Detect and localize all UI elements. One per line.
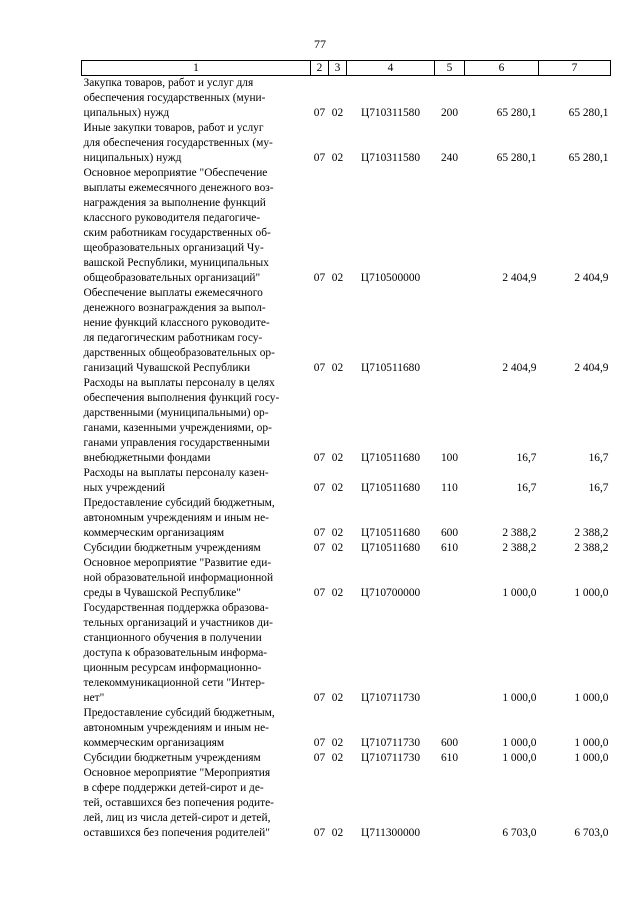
section-code: 07 bbox=[313, 452, 326, 464]
section-code: 07 bbox=[313, 107, 326, 119]
amount-year-1: 2 404,9 bbox=[502, 362, 537, 374]
section-code: 07 bbox=[313, 752, 326, 764]
amount-year-1: 1 000,0 bbox=[502, 692, 537, 704]
row-description: Государственная поддержка образова- тельных организаций и участников ди- станционного обучения в получении доступа к образовательным информа- ционным ресурсам информационно- телекоммуникационной сети "Интер- нет" bbox=[83, 602, 273, 704]
subsection-code: 02 bbox=[331, 587, 344, 599]
target-article-code: Ц710711730 bbox=[360, 752, 421, 764]
table-row bbox=[82, 601, 611, 706]
subsection-code: 02 bbox=[331, 362, 344, 374]
amount-year-2: 65 280,1 bbox=[568, 107, 609, 119]
expense-type-code bbox=[435, 166, 465, 286]
expense-type-code bbox=[435, 556, 465, 601]
expense-type-code bbox=[435, 601, 465, 706]
row-description: Основное мероприятие "Мероприятия в сфере поддержки детей-сирот и де- тей, оставшихся без попечения родите- лей, лиц из числа детей-сирот и детей, оставшихся без попечения родителей" bbox=[83, 767, 274, 839]
header-cell: 6 bbox=[465, 61, 539, 76]
subsection-code: 02 bbox=[331, 452, 344, 464]
section-code: 07 bbox=[313, 737, 326, 749]
row-description: Расходы на выплаты персоналу казен- ных учреждений bbox=[83, 467, 269, 494]
subsection-code: 02 bbox=[331, 272, 344, 284]
amount-year-1: 1 000,0 bbox=[502, 587, 537, 599]
amount-year-1: 65 280,1 bbox=[496, 152, 537, 164]
target-article-code: Ц710500000 bbox=[360, 272, 421, 284]
amount-year-1: 2 388,2 bbox=[502, 542, 537, 554]
amount-year-2: 65 280,1 bbox=[568, 152, 609, 164]
section-code: 07 bbox=[313, 152, 326, 164]
target-article-code: Ц710511680 bbox=[360, 362, 421, 374]
amount-year-1: 2 388,2 bbox=[502, 527, 537, 539]
header-cell: 3 bbox=[329, 61, 347, 76]
row-description: Основное мероприятие "Обеспечение выплаты ежемесячного денежного воз- награждения за выполнение функций классного руководителя педагогиче- ским работникам государственных об- щеобразовательных организаций Чу- вашской Республики, муниципальных общеобразовательных организаций" bbox=[83, 167, 274, 284]
section-code: 07 bbox=[313, 827, 326, 839]
amount-year-2: 1 000,0 bbox=[574, 752, 609, 764]
expense-type-code: 240 bbox=[440, 152, 459, 164]
target-article-code: Ц710700000 bbox=[360, 587, 421, 599]
table-row bbox=[82, 466, 611, 496]
target-article-code: Ц710511680 bbox=[360, 452, 421, 464]
amount-year-1: 1 000,0 bbox=[502, 752, 537, 764]
table-row bbox=[82, 286, 611, 376]
header-cell: 1 bbox=[82, 61, 311, 76]
row-description: Предоставление субсидий бюджетным, автономным учреждениям и иным не- коммерческим организациям bbox=[83, 497, 275, 539]
section-code: 07 bbox=[313, 362, 326, 374]
section-code: 07 bbox=[313, 587, 326, 599]
section-code: 07 bbox=[313, 692, 326, 704]
expense-type-code: 200 bbox=[440, 107, 459, 119]
subsection-code: 02 bbox=[331, 107, 344, 119]
target-article-code: Ц710511680 bbox=[360, 527, 421, 539]
amount-year-2: 2 404,9 bbox=[574, 272, 609, 284]
subsection-code: 02 bbox=[331, 737, 344, 749]
target-article-code: Ц710511680 bbox=[360, 482, 421, 494]
section-code: 07 bbox=[313, 542, 326, 554]
header-cell: 7 bbox=[539, 61, 611, 76]
expense-type-code bbox=[435, 766, 465, 841]
budget-table bbox=[81, 60, 611, 841]
section-code: 07 bbox=[313, 527, 326, 539]
subsection-code: 02 bbox=[331, 482, 344, 494]
target-article-code: Ц710711730 bbox=[360, 737, 421, 749]
expense-type-code bbox=[435, 286, 465, 376]
row-description: Обеспечение выплаты ежемесячного денежного вознаграждения за выпол- нение функций классного руководите- ля педагогическим работникам госу- дарственных общеобразовательных ор- ганизаций Чувашской Республики bbox=[83, 287, 275, 374]
row-description: Закупка товаров, работ и услуг для обеспечения государственных (муни- ципальных) нужд bbox=[83, 77, 266, 119]
section-code: 07 bbox=[313, 482, 326, 494]
expense-type-code: 600 bbox=[440, 737, 459, 749]
subsection-code: 02 bbox=[331, 527, 344, 539]
target-article-code: Ц710311580 bbox=[360, 152, 421, 164]
subsection-code: 02 bbox=[331, 827, 344, 839]
table-row bbox=[82, 706, 611, 751]
row-description: Субсидии бюджетным учреждениям bbox=[83, 542, 261, 554]
expense-type-code: 610 bbox=[440, 752, 459, 764]
header-cell: 5 bbox=[435, 61, 465, 76]
amount-year-2: 1 000,0 bbox=[574, 587, 609, 599]
header-row bbox=[82, 61, 611, 76]
row-description: Расходы на выплаты персоналу в целях обеспечения выполнения функций госу- дарственными (муниципальными) ор- ганами, казенными учреждениями, ор- ганами управления государственными внебюджетными фондами bbox=[83, 377, 280, 464]
expense-type-code: 100 bbox=[440, 452, 459, 464]
header-cell: 2 bbox=[311, 61, 329, 76]
amount-year-1: 16,7 bbox=[516, 452, 537, 464]
section-code: 07 bbox=[313, 272, 326, 284]
table-row bbox=[82, 751, 611, 766]
amount-year-2: 2 404,9 bbox=[574, 362, 609, 374]
amount-year-2: 6 703,0 bbox=[574, 827, 609, 839]
header-cell: 4 bbox=[347, 61, 435, 76]
amount-year-2: 1 000,0 bbox=[574, 692, 609, 704]
table-row bbox=[82, 166, 611, 286]
subsection-code: 02 bbox=[331, 152, 344, 164]
amount-year-2: 2 388,2 bbox=[574, 542, 609, 554]
table-row bbox=[82, 766, 611, 841]
row-description: Иные закупки товаров, работ и услуг для обеспечения государственных (му- ниципальных) нужд bbox=[83, 122, 273, 164]
target-article-code: Ц710511680 bbox=[360, 542, 421, 554]
subsection-code: 02 bbox=[331, 542, 344, 554]
target-article-code: Ц710311580 bbox=[360, 107, 421, 119]
expense-type-code: 110 bbox=[441, 482, 458, 494]
amount-year-2: 16,7 bbox=[588, 482, 609, 494]
target-article-code: Ц710711730 bbox=[360, 692, 421, 704]
table-row bbox=[82, 496, 611, 541]
amount-year-1: 6 703,0 bbox=[502, 827, 537, 839]
table-row bbox=[82, 376, 611, 466]
row-description: Основное мероприятие "Развитие еди- ной образовательной информационной среды в Чувашской Республике" bbox=[83, 557, 274, 599]
amount-year-1: 16,7 bbox=[516, 482, 537, 494]
amount-year-2: 16,7 bbox=[588, 452, 609, 464]
table-row bbox=[82, 121, 611, 166]
expense-type-code: 600 bbox=[440, 527, 459, 539]
table-row bbox=[82, 76, 611, 122]
table-row bbox=[82, 556, 611, 601]
target-article-code: Ц711300000 bbox=[360, 827, 421, 839]
amount-year-1: 1 000,0 bbox=[502, 737, 537, 749]
amount-year-1: 65 280,1 bbox=[496, 107, 537, 119]
amount-year-2: 1 000,0 bbox=[574, 737, 609, 749]
expense-type-code: 610 bbox=[440, 542, 459, 554]
amount-year-2: 2 388,2 bbox=[574, 527, 609, 539]
amount-year-1: 2 404,9 bbox=[502, 272, 537, 284]
row-description: Предоставление субсидий бюджетным, автономным учреждениям и иным не- коммерческим организациям bbox=[83, 707, 275, 749]
page-number: 77 bbox=[314, 37, 326, 51]
subsection-code: 02 bbox=[331, 692, 344, 704]
subsection-code: 02 bbox=[331, 752, 344, 764]
table-row bbox=[82, 541, 611, 556]
row-description: Субсидии бюджетным учреждениям bbox=[83, 752, 261, 764]
